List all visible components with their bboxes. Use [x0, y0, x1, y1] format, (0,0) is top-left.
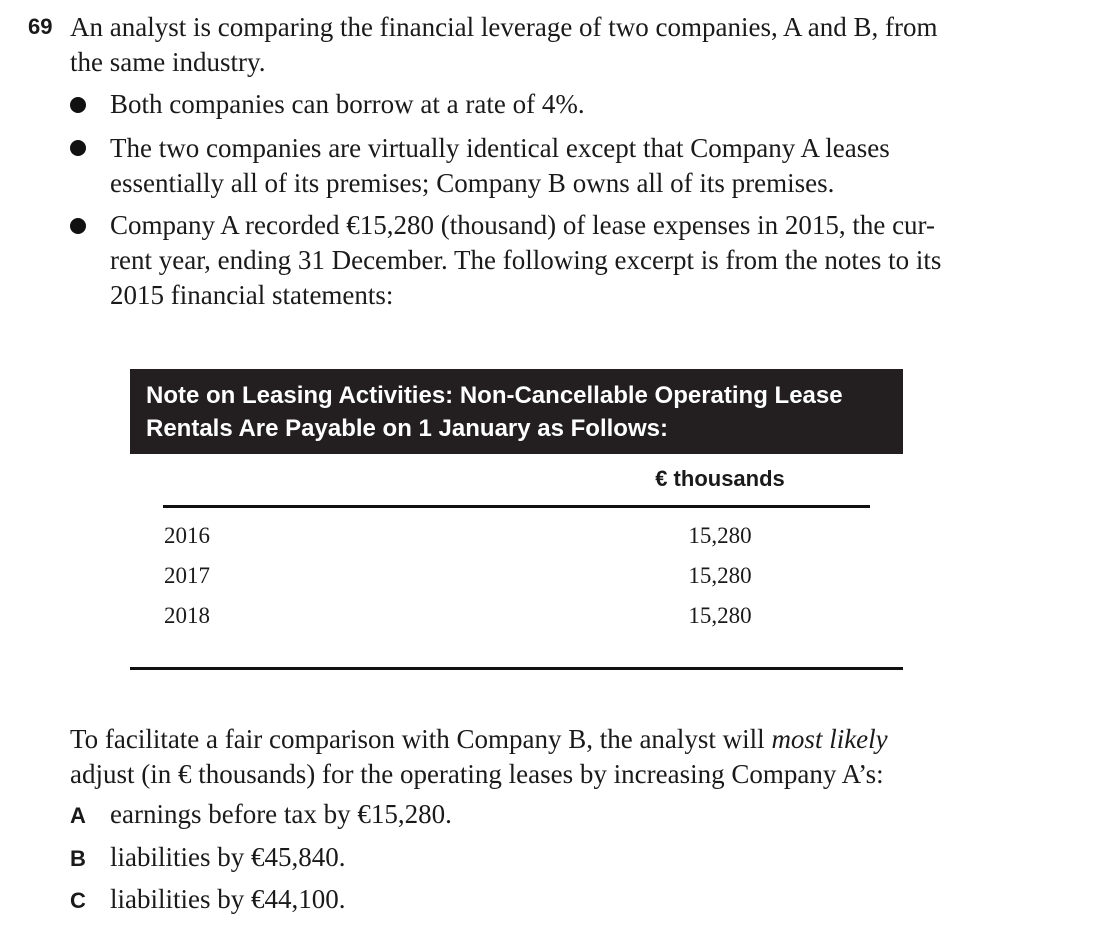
- bullet-item: [110, 208, 1020, 313]
- followup-line-2: adjust (in € thousands) for the operating leases by increasing Company A’s:: [70, 759, 884, 789]
- row-year: 2018: [164, 603, 210, 628]
- option-letter: A: [70, 803, 86, 828]
- bullet-text: rent year, ending 31 December. The following excerpt is from the notes to its: [110, 245, 942, 275]
- bullet-dot-icon: [70, 97, 86, 113]
- note-title-line-2: Rentals Are Payable on 1 January as Follows:: [146, 415, 668, 442]
- option-letter: B: [70, 846, 86, 871]
- bullet-text: 2015 financial statements:: [110, 280, 394, 310]
- note-title-line-1: Note on Leasing Activities: Non-Cancellable Operating Lease: [146, 382, 843, 409]
- bullet-text: The two companies are virtually identical except that Company A leases: [110, 133, 890, 163]
- option-text: liabilities by €44,100.: [110, 884, 346, 914]
- stem-line-1: An analyst is comparing the financial leverage of two companies, A and B, from: [70, 12, 938, 42]
- note-table-title: [130, 369, 903, 454]
- followup-question: [70, 722, 1030, 792]
- followup-line-1: To facilitate a fair comparison with Company B, the analyst will: [70, 724, 772, 754]
- row-value: 15,280: [688, 523, 752, 548]
- bullet-dot-icon: [70, 140, 86, 156]
- option-text: liabilities by €45,840.: [110, 842, 346, 872]
- bullet-item: [110, 131, 1020, 201]
- question-stem: [70, 10, 1030, 80]
- column-header: € thousands: [655, 466, 785, 491]
- row-year: 2016: [164, 523, 210, 548]
- bullet-text: essentially all of its premises; Company B owns all of its premises.: [110, 168, 835, 198]
- row-value: 15,280: [688, 563, 752, 588]
- option-text: earnings before tax by €15,280.: [110, 799, 452, 829]
- bullet-item: [110, 87, 1020, 122]
- row-year: 2017: [164, 563, 210, 588]
- table-rule-bottom: [130, 667, 903, 670]
- stem-line-2: the same industry.: [70, 47, 266, 77]
- bullet-text: Both companies can borrow at a rate of 4%.: [110, 89, 585, 119]
- row-value: 15,280: [688, 603, 752, 628]
- bullet-dot-icon: [70, 218, 86, 234]
- bullet-text: Company A recorded €15,280 (thousand) of lease expenses in 2015, the cur-: [110, 210, 936, 240]
- followup-emphasis: most likely: [771, 724, 888, 754]
- question-number: 69: [28, 14, 53, 39]
- table-rule-top: [163, 505, 870, 508]
- option-letter: C: [70, 888, 86, 913]
